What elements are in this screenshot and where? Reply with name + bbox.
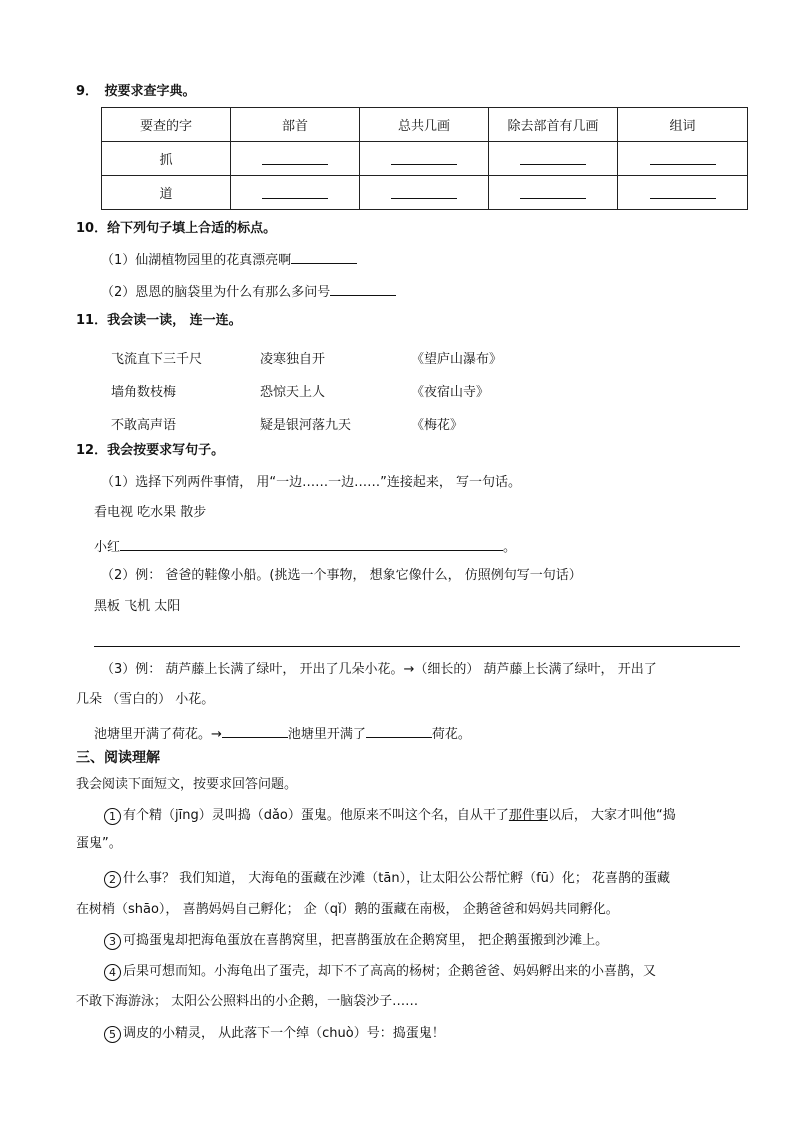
poem-line[interactable]: 恐惊天上人	[260, 385, 326, 400]
paragraph-text: 什么事？ 我们知道， 大海龟的蛋藏在沙滩（tān），让太阳公公帮忙孵（fū）化； 花喜鹊的蛋藏	[123, 871, 671, 886]
poem-title-column	[411, 343, 502, 442]
q12-answer-line	[94, 536, 516, 558]
paragraph-number-5: 5	[104, 1026, 121, 1043]
q12-item-1: （1）选择下列两件事情， 用“一边……一边……”连接起来， 写一句话。	[101, 475, 522, 490]
dictionary-table	[101, 107, 748, 210]
q10-item-2-text: （2）恩恩的脑袋里为什么有那么多问号	[101, 285, 331, 300]
paragraph-5	[104, 1024, 445, 1044]
table-row	[102, 142, 748, 176]
table-header: 要查的字	[102, 108, 231, 142]
poem-line[interactable]: 墙角数枝梅	[111, 385, 177, 400]
paragraph-text: 后果可想而知。小海龟出了蛋壳，却下不了高高的杨树；企鹅爸爸、妈妈孵出来的小喜鹊，又	[123, 964, 657, 979]
table-header-row	[102, 108, 748, 142]
answer-blank[interactable]	[222, 723, 288, 738]
paragraph-text: 以后， 大家才叫他“捣	[547, 808, 676, 823]
paragraph-1-line-1	[104, 806, 676, 826]
answer-blank[interactable]	[291, 249, 357, 264]
q9-title: 9． 按要求查字典。	[76, 84, 196, 99]
table-cell-character: 道	[102, 176, 231, 210]
q12-title: 12．我会按要求写句子。	[76, 443, 225, 458]
q11-title: 11．我会读一读， 连一连。	[76, 313, 242, 328]
answer-prefix: 小红	[94, 540, 121, 555]
q12-options-1: 看电视 吃水果 散步	[94, 505, 207, 520]
answer-blank[interactable]	[120, 536, 503, 551]
paragraph-number-3: 3	[104, 933, 121, 950]
paragraph-text: 调皮的小精灵， 从此落下一个绰（chuò）号：捣蛋鬼！	[123, 1026, 445, 1041]
task-text: 池塘里开满了荷花。→	[94, 727, 222, 742]
paragraph-3	[104, 931, 608, 951]
q12-item-2: （2）例： 爸爸的鞋像小船。(挑选一个事物， 想象它像什么， 仿照例句写一句话）	[101, 568, 582, 583]
q10-item-2	[101, 281, 396, 303]
q12-item-3-task	[94, 723, 471, 745]
poem-title[interactable]: 《夜宿山寺》	[411, 385, 490, 400]
poem-title[interactable]: 《望庐山瀑布》	[411, 352, 503, 367]
answer-blank[interactable]	[489, 176, 618, 210]
section-intro: 我会阅读下面短文，按要求回答问题。	[76, 777, 298, 792]
paragraph-1-line-2: 蛋鬼”。	[76, 836, 122, 851]
table-header: 组词	[618, 108, 748, 142]
answer-blank[interactable]	[618, 142, 748, 176]
paragraph-number-4: 4	[104, 964, 121, 981]
paragraph-4-line-2: 不敢下海游泳； 太阳公公照料出的小企鹅，一脑袋沙子……	[76, 994, 419, 1009]
answer-blank[interactable]	[330, 281, 396, 296]
q10-item-1-text: （1）仙湖植物园里的花真漂亮啊	[101, 253, 292, 268]
paragraph-number-2: 2	[104, 871, 121, 888]
table-row	[102, 176, 748, 210]
answer-blank[interactable]	[489, 142, 618, 176]
poem-line[interactable]: 飞流直下三千尺	[111, 352, 203, 367]
q10-item-1	[101, 249, 357, 271]
q12-item-3-line-2: 几朵 （雪白的） 小花。	[76, 692, 215, 707]
q12-options-2: 黑板 飞机 太阳	[94, 599, 181, 614]
section-heading: 三、阅读理解	[76, 750, 160, 766]
answer-blank[interactable]	[618, 176, 748, 210]
paragraph-text: 可捣蛋鬼却把海龟蛋放在喜鹊窝里，把喜鹊蛋放在企鹅窝里， 把企鹅蛋搬到沙滩上。	[123, 933, 609, 948]
answer-blank[interactable]	[360, 176, 489, 210]
paragraph-2-line-1	[104, 869, 670, 889]
underlined-phrase: 那件事	[508, 808, 548, 823]
poem-title[interactable]: 《梅花》	[411, 418, 464, 433]
poem-line[interactable]: 不敢高声语	[111, 418, 177, 433]
answer-blank[interactable]	[360, 142, 489, 176]
table-cell-character: 抓	[102, 142, 231, 176]
paragraph-number-1: 1	[104, 808, 121, 825]
end-mark: 。	[503, 540, 517, 555]
table-header: 总共几画	[360, 108, 489, 142]
paragraph-2-line-2: 在树梢（shāo）， 喜鹊妈妈自己孵化； 企（qǐ）鹅的蛋藏在南极， 企鹅爸爸和妈妈共同孵化。	[76, 902, 619, 917]
task-text: 荷花。	[431, 727, 471, 742]
paragraph-4-line-1	[104, 962, 656, 982]
poem-line[interactable]: 疑是银河落九天	[260, 418, 352, 433]
answer-blank[interactable]	[231, 142, 360, 176]
table-header: 除去部首有几画	[489, 108, 618, 142]
poem-line[interactable]: 凌寒独自开	[260, 352, 326, 367]
poem-line-column	[111, 343, 202, 442]
answer-blank[interactable]	[94, 646, 740, 647]
answer-blank[interactable]	[366, 723, 432, 738]
poem-line-column	[260, 343, 351, 442]
table-header: 部首	[231, 108, 360, 142]
q12-item-3-line-1: （3）例： 葫芦藤上长满了绿叶， 开出了几朵小花。→（细长的） 葫芦藤上长满了绿叶， 开出了	[101, 662, 657, 677]
task-text: 池塘里开满了	[287, 727, 366, 742]
answer-blank[interactable]	[231, 176, 360, 210]
paragraph-text: 有个精（jīng）灵叫捣（dǎo）蛋鬼。他原来不叫这个名，自从干了	[123, 808, 509, 823]
q10-title: 10．给下列句子填上合适的标点。	[76, 221, 277, 236]
